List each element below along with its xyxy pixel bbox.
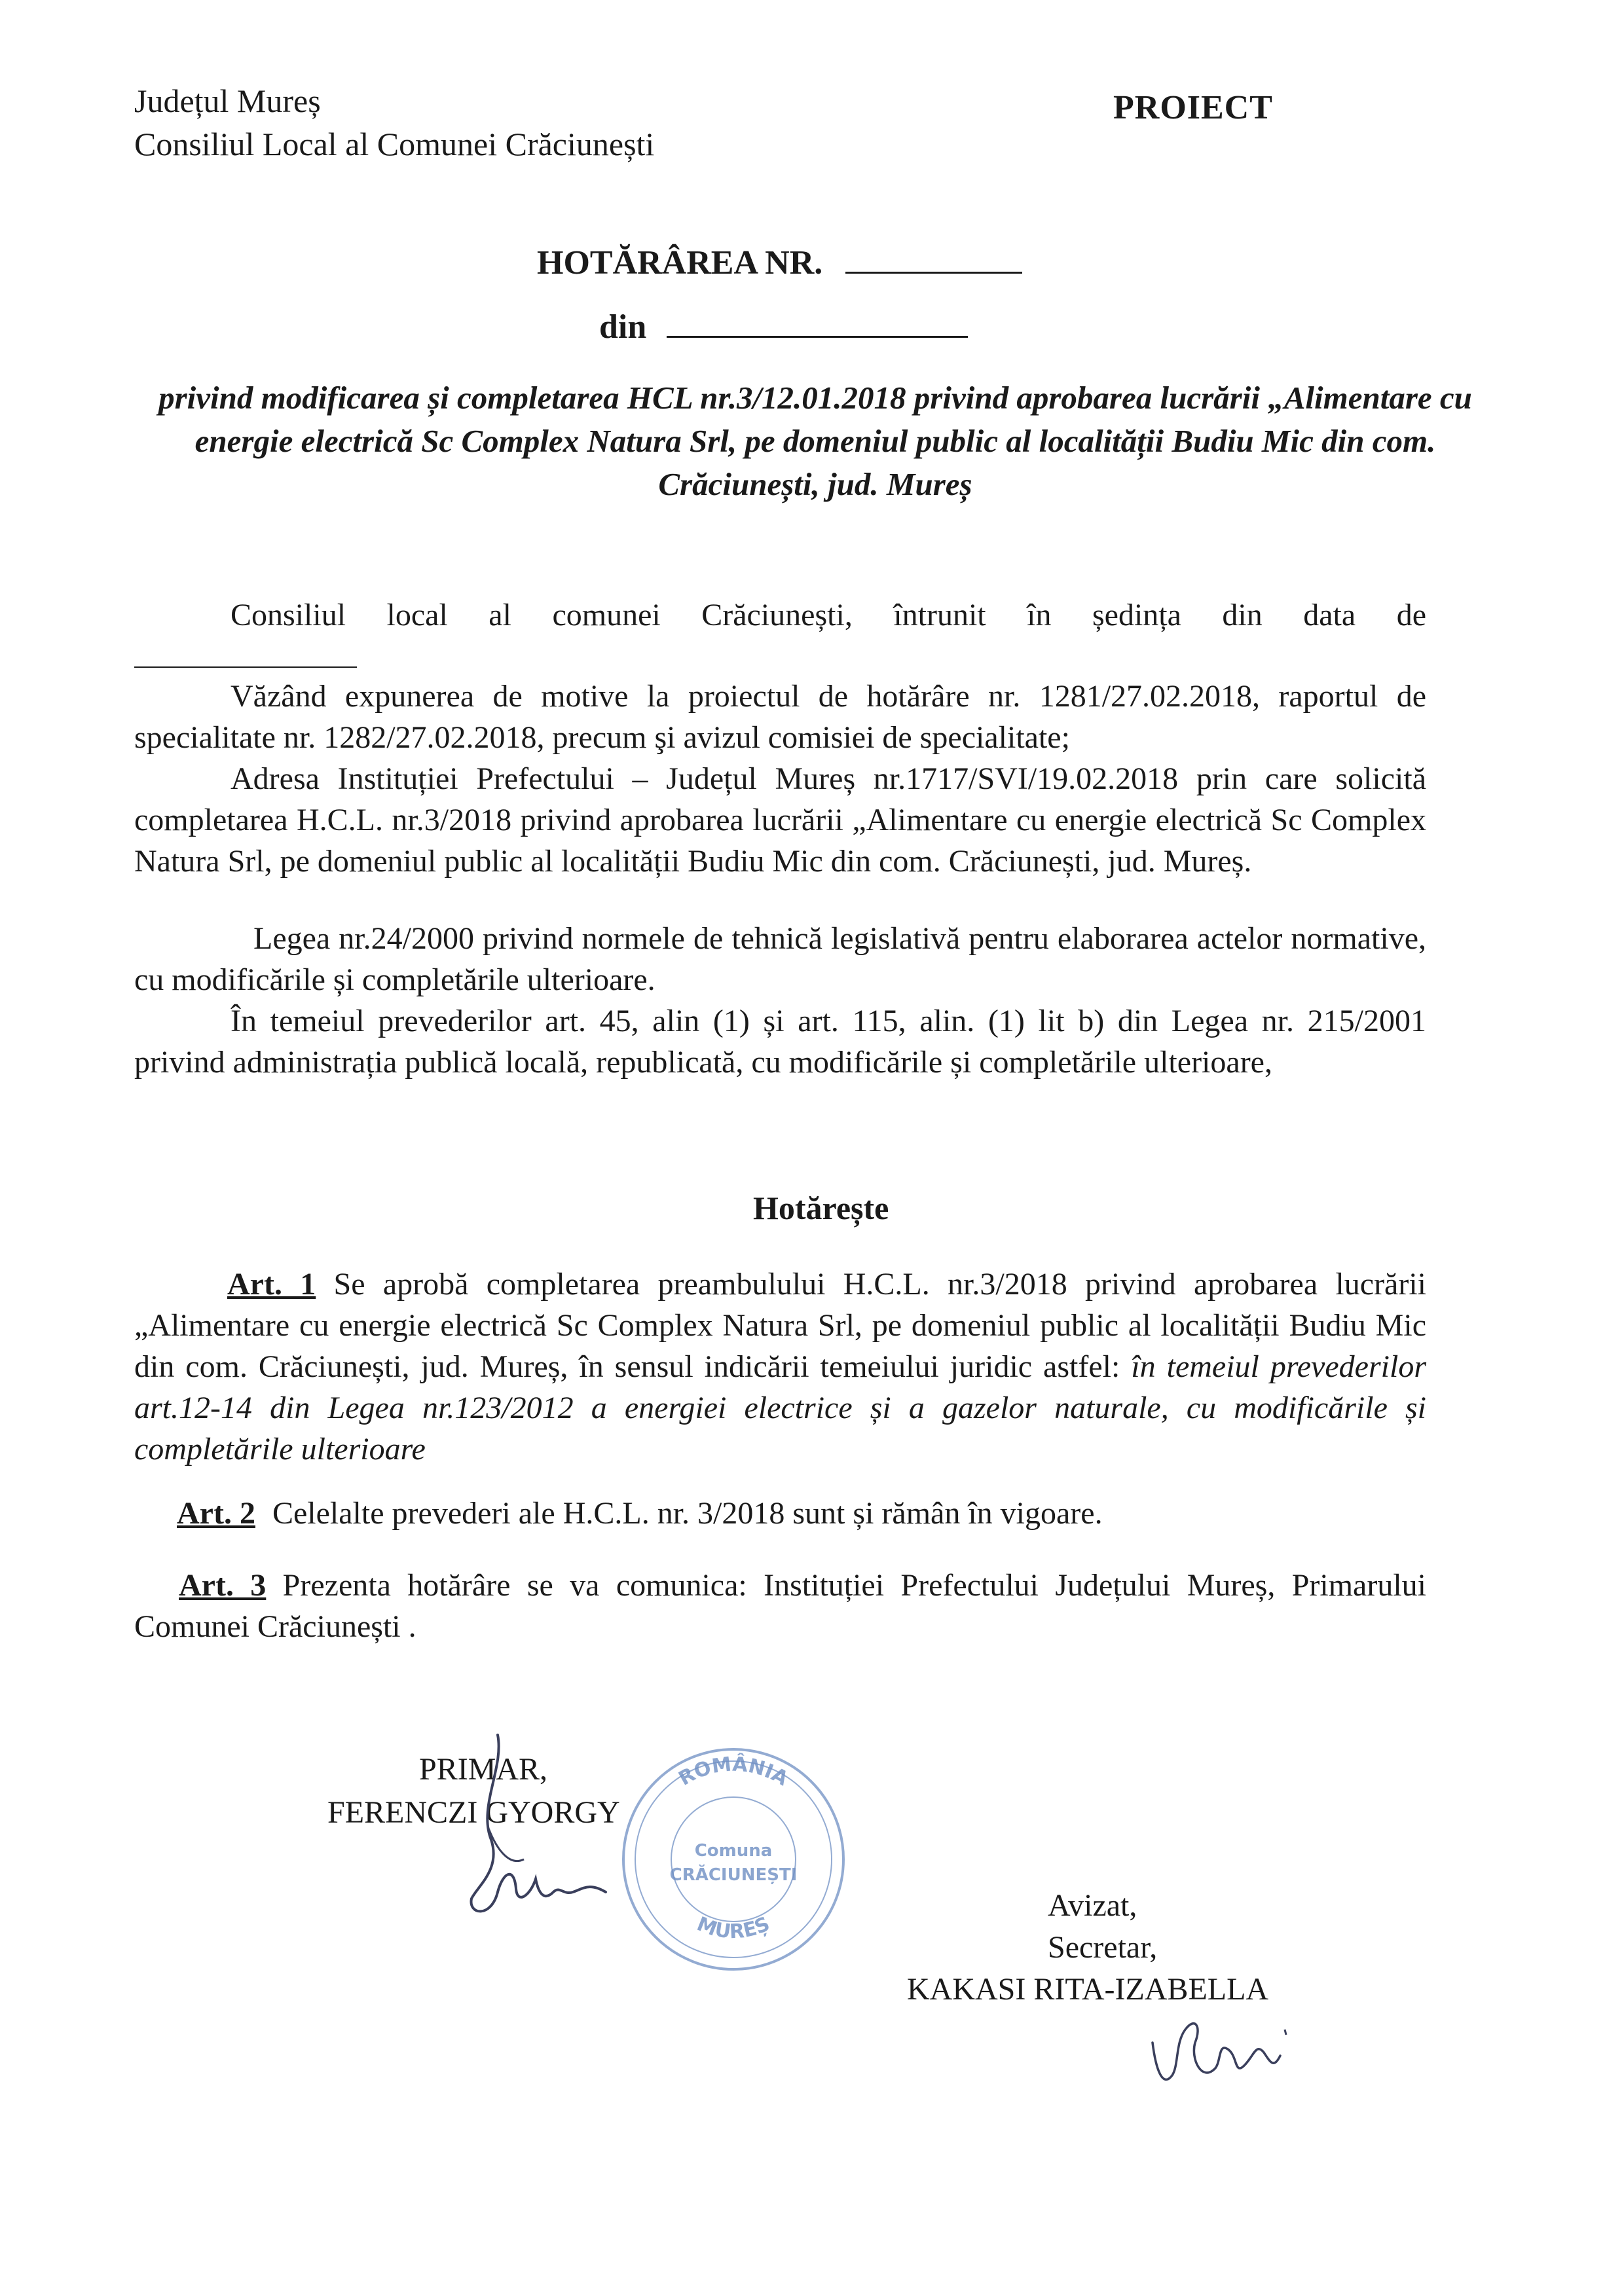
decision-number-label: HOTĂRÂREA NR. xyxy=(537,244,823,282)
county-name: Județul Mureș xyxy=(134,82,321,119)
mayor-name: FERENCZI GYORGY xyxy=(327,1795,620,1830)
official-stamp xyxy=(616,1741,851,1977)
article-2 xyxy=(177,1493,1426,1534)
approved-label: Avizat, xyxy=(1048,1888,1137,1923)
decision-date-blank xyxy=(667,336,968,338)
decision-title xyxy=(537,244,1022,282)
stamp-bottom-text: MUREȘ xyxy=(693,1912,773,1944)
preamble-paragraph-1: Văzând expunerea de motive la proiectul de hotărâre nr. 1281/27.02.2018, raportul de specialitate nr. 1282/27.02.2018, precum şi avizul comisiei de specialitate; xyxy=(134,679,1426,755)
article-1-text: Se aprobă completarea preambulului H.C.L. nr.3/2018 privind aprobarea lucrării „Alimentare cu energie electrică Sc Complex Natura Srl, pe domeniul public al localității Budiu Mic din com. Crăciunești, jud. Mureș, în sensul indicării temeiului juridic astfel: xyxy=(134,1267,1427,1384)
council-name: Consiliul Local al Comunei Crăciunești xyxy=(134,126,655,162)
article-2-label: Art. 2 xyxy=(177,1496,255,1531)
article-1 xyxy=(134,1264,1426,1470)
decision-subject: privind modificarea și completarea HCL nr.3/12.01.2018 privind aprobarea lucrării „Alimentare cu energie electrică Sc Complex Natura Srl, pe domeniul public al localității Budiu Mic din com. Crăciunești, jud. Mureș xyxy=(158,380,1472,502)
mayor-title: PRIMAR, xyxy=(419,1752,548,1787)
preamble-paragraph-3: Legea nr.24/2000 privind normele de tehnică legislativă pentru elaborarea actelor normative, cu modificările și completările ulterioare. xyxy=(134,921,1426,997)
session-date-blank xyxy=(134,666,357,668)
project-label: PROIECT xyxy=(1113,89,1273,126)
secretary-signature xyxy=(1139,2003,1297,2102)
stamp-mid-text-1: Comuna xyxy=(694,1841,773,1861)
council-session-line: Consiliul local al comunei Crăciunești, întrunit în ședința din data de xyxy=(231,598,1426,632)
decision-date-label: din xyxy=(599,308,647,346)
preamble-paragraph-2: Adresa Instituției Prefectului – Județul Mureș nr.1717/SVI/19.02.2018 prin care solicită completarea H.C.L. nr.3/2018 privind aprobarea lucrării „Alimentare cu energie electrică Sc Complex Natura Srl, pe domeniul public al localității Budiu Mic din com. Crăciunești, jud. Mureș. xyxy=(134,761,1426,879)
preamble-paragraph-4: În temeiul prevederilor art. 45, alin (1) și art. 115, alin. (1) lit b) din Legea nr. 215/2001 privind administrația publică locală, republicată, cu modificările și completările ulterioare, xyxy=(134,1004,1426,1080)
stamp-mid-text-2: CRĂCIUNEȘTI xyxy=(669,1865,798,1885)
secretary-name: KAKASI RITA-IZABELLA xyxy=(907,1972,1269,2007)
article-2-text: Celelalte prevederi ale H.C.L. nr. 3/2018 sunt și rămân în vigoare. xyxy=(272,1496,1103,1531)
mayor-signature xyxy=(452,1728,635,1938)
article-3 xyxy=(134,1565,1426,1647)
decision-number-blank xyxy=(845,272,1022,274)
secretary-title: Secretar, xyxy=(1048,1930,1158,1965)
article-3-label: Art. 3 xyxy=(179,1568,267,1603)
decides-heading: Hotărește xyxy=(753,1190,889,1226)
article-3-text: Prezenta hotărâre se va comunica: Instituției Prefectului Județului Mureș, Primarului Comunei Crăciunești . xyxy=(134,1568,1427,1644)
stamp-top-text: ROMÂNIA xyxy=(674,1753,792,1791)
article-1-label: Art. 1 xyxy=(227,1267,316,1302)
decision-date xyxy=(599,308,968,346)
article-1-italic-text: în temeiul prevederilor art.12-14 din Legea nr.123/2012 a energiei electrice și a gazelor naturale, cu modificările și completările ulterioare xyxy=(134,1349,1427,1467)
